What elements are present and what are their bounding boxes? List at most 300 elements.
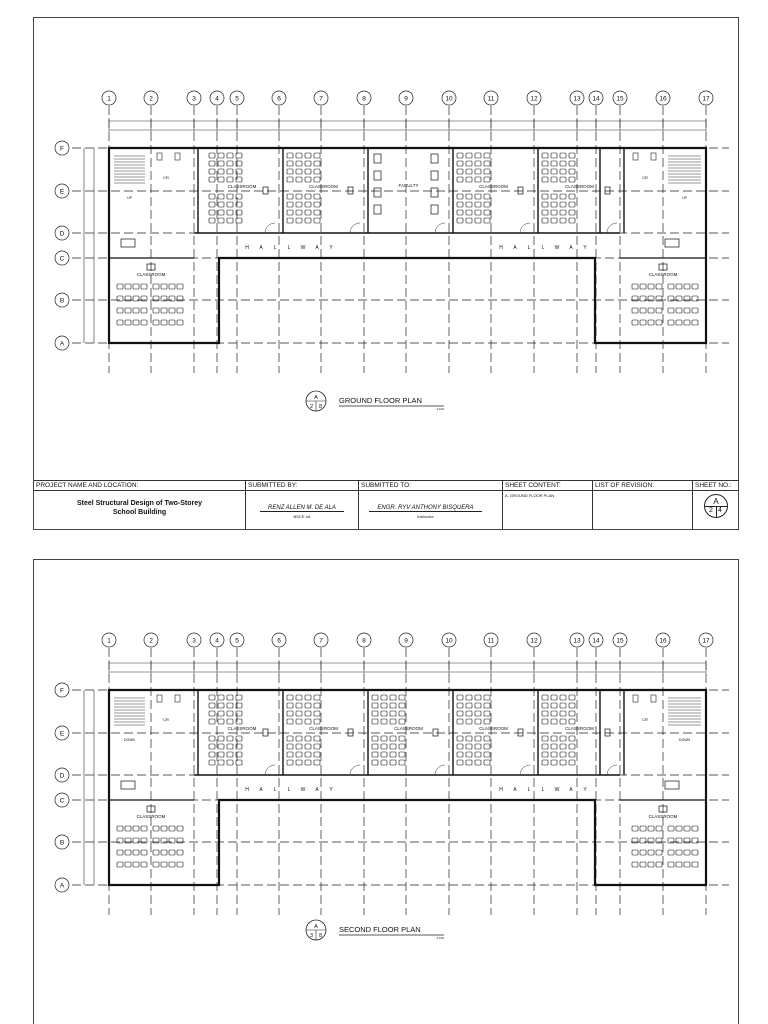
student-desk xyxy=(169,320,175,325)
student-desk xyxy=(457,218,463,223)
student-desk xyxy=(551,695,557,700)
student-desk xyxy=(640,862,646,867)
student-desk xyxy=(227,194,233,199)
student-desk xyxy=(314,218,320,223)
submitted-to-cell xyxy=(359,481,503,529)
student-desk xyxy=(668,284,674,289)
student-desk xyxy=(569,194,575,199)
student-desk xyxy=(287,736,293,741)
student-desk xyxy=(305,153,311,158)
sheet-content-cell xyxy=(503,481,593,529)
student-desk xyxy=(475,202,481,207)
door-swing xyxy=(520,223,530,233)
student-desk xyxy=(684,850,690,855)
student-desk xyxy=(466,202,472,207)
student-desk xyxy=(305,218,311,223)
student-desk xyxy=(305,711,311,716)
student-desk xyxy=(287,695,293,700)
student-desk xyxy=(684,308,690,313)
student-desk xyxy=(692,862,698,867)
student-desk xyxy=(218,169,224,174)
student-desk xyxy=(560,695,566,700)
reference-bubble-left: 2 xyxy=(309,404,314,410)
drawing-sheet-ground-floor xyxy=(33,17,739,530)
student-desk xyxy=(218,695,224,700)
student-desk xyxy=(484,177,490,182)
student-desk xyxy=(569,161,575,166)
student-desk xyxy=(305,161,311,166)
student-desk xyxy=(390,744,396,749)
classroom-label: CLASSROOM xyxy=(648,272,678,277)
student-desk xyxy=(475,703,481,708)
student-desk xyxy=(218,202,224,207)
student-desk xyxy=(287,153,293,158)
student-desk xyxy=(372,695,378,700)
plan-scale: 1:100 xyxy=(436,407,444,411)
student-desk xyxy=(305,202,311,207)
student-desk xyxy=(569,202,575,207)
classroom-label: CLASSROOM xyxy=(227,184,257,189)
student-desk xyxy=(372,744,378,749)
student-desk xyxy=(287,752,293,757)
student-desk xyxy=(457,695,463,700)
student-desk xyxy=(296,760,302,765)
student-desk xyxy=(466,194,472,199)
student-desk xyxy=(466,703,472,708)
student-desk xyxy=(551,202,557,207)
hallway-letter: Y xyxy=(329,787,333,793)
student-desk xyxy=(484,719,490,724)
grid-number-12: 12 xyxy=(530,95,538,103)
student-desk xyxy=(161,850,167,855)
student-desk xyxy=(692,308,698,313)
student-desk xyxy=(648,862,654,867)
student-desk xyxy=(542,153,548,158)
student-desk xyxy=(399,744,405,749)
student-desk xyxy=(457,169,463,174)
hallway-letter: H xyxy=(245,245,249,251)
student-desk xyxy=(209,760,215,765)
student-desk xyxy=(227,695,233,700)
student-desk xyxy=(141,826,147,831)
reference-bubble-right: 8 xyxy=(318,933,323,939)
student-desk xyxy=(117,850,123,855)
toilet-fixture xyxy=(175,153,180,160)
student-desk xyxy=(314,210,320,215)
student-desk xyxy=(314,169,320,174)
student-desk xyxy=(475,736,481,741)
student-desk xyxy=(484,760,490,765)
student-desk xyxy=(381,703,387,708)
student-desk xyxy=(692,850,698,855)
faculty-label: FACULTY xyxy=(398,183,419,188)
student-desk xyxy=(296,169,302,174)
hallway-table xyxy=(665,781,679,789)
student-desk xyxy=(141,850,147,855)
student-desk xyxy=(305,760,311,765)
submitted-by-header: SUBMITTED BY: xyxy=(246,481,358,491)
student-desk xyxy=(372,711,378,716)
student-desk xyxy=(542,736,548,741)
student-desk xyxy=(133,284,139,289)
student-desk xyxy=(153,320,159,325)
hallway-table xyxy=(121,781,135,789)
student-desk xyxy=(314,760,320,765)
grid-number-6: 6 xyxy=(277,95,281,103)
student-desk xyxy=(117,862,123,867)
student-desk xyxy=(457,711,463,716)
student-desk xyxy=(218,218,224,223)
student-desk xyxy=(296,695,302,700)
grid-number-4: 4 xyxy=(215,637,219,645)
door-swing xyxy=(435,223,445,233)
grid-number-1: 1 xyxy=(107,95,111,103)
hallway-letter: L xyxy=(527,787,531,793)
student-desk xyxy=(177,320,183,325)
grid-number-16: 16 xyxy=(659,95,667,103)
student-desk xyxy=(542,169,548,174)
student-desk xyxy=(569,744,575,749)
student-desk xyxy=(314,719,320,724)
student-desk xyxy=(457,202,463,207)
student-desk xyxy=(305,744,311,749)
grid-letter-D: D xyxy=(59,230,65,238)
faculty-table xyxy=(431,188,438,197)
classroom-label: CLASSROOM xyxy=(479,184,508,189)
hallway-letter: Y xyxy=(583,245,587,251)
student-desk xyxy=(218,194,224,199)
student-desk xyxy=(484,153,490,158)
student-desk xyxy=(684,862,690,867)
student-desk xyxy=(209,703,215,708)
student-desk xyxy=(569,153,575,158)
cr-label-right: CR xyxy=(642,175,648,180)
student-desk xyxy=(684,284,690,289)
grid-letter-A: A xyxy=(59,340,65,348)
sheet-number-header: SHEET NO.: xyxy=(693,481,738,491)
student-desk xyxy=(287,711,293,716)
drawing-sheet-second-floor xyxy=(33,559,739,1024)
student-desk xyxy=(287,202,293,207)
student-desk xyxy=(676,850,682,855)
student-desk xyxy=(656,320,662,325)
student-desk xyxy=(560,210,566,215)
student-desk xyxy=(133,308,139,313)
student-desk xyxy=(381,736,387,741)
student-desk xyxy=(381,744,387,749)
student-desk xyxy=(457,153,463,158)
student-desk xyxy=(676,284,682,289)
student-desk xyxy=(372,760,378,765)
hallway-letter: Y xyxy=(583,787,587,793)
grid-number-13: 13 xyxy=(573,637,581,645)
student-desk xyxy=(141,284,147,289)
student-desk xyxy=(153,308,159,313)
student-desk xyxy=(475,752,481,757)
sheet-content-header: SHEET CONTENT: xyxy=(503,481,592,491)
student-desk xyxy=(305,736,311,741)
hallway-letter: H xyxy=(499,787,503,793)
student-desk xyxy=(399,711,405,716)
student-desk xyxy=(560,194,566,199)
student-desk xyxy=(169,850,175,855)
student-desk xyxy=(560,703,566,708)
student-desk xyxy=(457,194,463,199)
student-desk xyxy=(656,862,662,867)
student-desk xyxy=(296,194,302,199)
student-desk xyxy=(390,711,396,716)
hallway-table xyxy=(121,239,135,247)
submitted-to-name: ENGR. RYV ANTHONY BISQUERA xyxy=(369,505,482,512)
grid-number-5: 5 xyxy=(235,637,239,645)
hallway-letter: H xyxy=(499,245,503,251)
student-desk xyxy=(314,695,320,700)
student-desk xyxy=(466,711,472,716)
student-desk xyxy=(209,711,215,716)
grid-letter-E: E xyxy=(59,730,65,738)
student-desk xyxy=(209,218,215,223)
student-desk xyxy=(399,703,405,708)
toilet-fixture xyxy=(175,695,180,702)
student-desk xyxy=(125,826,131,831)
grid-number-3: 3 xyxy=(192,95,196,103)
student-desk xyxy=(560,744,566,749)
grid-number-15: 15 xyxy=(616,95,624,103)
student-desk xyxy=(569,210,575,215)
sheet-content-text: A. GROUND FLOOR PLAN xyxy=(505,493,555,498)
student-desk xyxy=(560,169,566,174)
student-desk xyxy=(542,744,548,749)
student-desk xyxy=(218,210,224,215)
grid-number-1: 1 xyxy=(107,637,111,645)
student-desk xyxy=(177,826,183,831)
classroom-label: CLASSROOM xyxy=(565,726,594,731)
student-desk xyxy=(676,308,682,313)
student-desk xyxy=(305,695,311,700)
student-desk xyxy=(209,719,215,724)
student-desk xyxy=(287,169,293,174)
stair-direction-label: UP xyxy=(682,196,687,200)
student-desk xyxy=(569,719,575,724)
student-desk xyxy=(390,695,396,700)
student-desk xyxy=(169,284,175,289)
student-desk xyxy=(542,210,548,215)
student-desk xyxy=(314,711,320,716)
hallway-letter: A xyxy=(315,245,319,251)
student-desk xyxy=(153,850,159,855)
student-desk xyxy=(117,284,123,289)
student-desk xyxy=(475,210,481,215)
student-desk xyxy=(305,210,311,215)
student-desk xyxy=(466,218,472,223)
student-desk xyxy=(560,760,566,765)
classroom-label: CLASSROOM xyxy=(479,726,508,731)
student-desk xyxy=(551,760,557,765)
student-desk xyxy=(141,308,147,313)
student-desk xyxy=(314,703,320,708)
student-desk xyxy=(305,169,311,174)
student-desk xyxy=(484,202,490,207)
toilet-fixture xyxy=(651,153,656,160)
student-desk xyxy=(457,703,463,708)
student-desk xyxy=(542,161,548,166)
student-desk xyxy=(169,826,175,831)
student-desk xyxy=(692,284,698,289)
plan-group xyxy=(55,633,729,940)
classroom-label: CLASSROOM xyxy=(394,726,423,731)
student-desk xyxy=(133,826,139,831)
teacher-table xyxy=(605,729,610,736)
student-desk xyxy=(632,850,638,855)
student-desk xyxy=(648,308,654,313)
hallway-letter: A xyxy=(315,787,319,793)
student-desk xyxy=(218,744,224,749)
student-desk xyxy=(466,153,472,158)
student-desk xyxy=(542,218,548,223)
faculty-table xyxy=(374,188,381,197)
student-desk xyxy=(668,862,674,867)
submitted-by-name: RENZ ALLEN M. DE ALA xyxy=(260,505,344,512)
student-desk xyxy=(227,153,233,158)
toilet-fixture xyxy=(651,695,656,702)
stair-direction-label: DOWN xyxy=(678,738,691,742)
student-desk xyxy=(125,284,131,289)
student-desk xyxy=(287,719,293,724)
faculty-table xyxy=(374,154,381,163)
student-desk xyxy=(227,161,233,166)
student-desk xyxy=(227,760,233,765)
student-desk xyxy=(141,320,147,325)
reference-bubble-left: 3 xyxy=(309,933,314,939)
student-desk xyxy=(218,153,224,158)
student-desk xyxy=(542,695,548,700)
student-desk xyxy=(569,177,575,182)
student-desk xyxy=(141,862,147,867)
grid-number-17: 17 xyxy=(702,637,710,645)
student-desk xyxy=(227,218,233,223)
student-desk xyxy=(475,711,481,716)
student-desk xyxy=(551,703,557,708)
student-desk xyxy=(305,719,311,724)
student-desk xyxy=(560,719,566,724)
teacher-table xyxy=(348,729,353,736)
faculty-table xyxy=(374,205,381,214)
student-desk xyxy=(125,308,131,313)
student-desk xyxy=(542,177,548,182)
student-desk xyxy=(133,862,139,867)
door-swing xyxy=(520,765,530,775)
student-desk xyxy=(218,752,224,757)
student-desk xyxy=(177,850,183,855)
grid-number-12: 12 xyxy=(530,637,538,645)
student-desk xyxy=(632,284,638,289)
grid-letter-F: F xyxy=(60,687,64,695)
student-desk xyxy=(668,320,674,325)
grid-number-9: 9 xyxy=(404,95,408,103)
student-desk xyxy=(551,711,557,716)
student-desk xyxy=(648,850,654,855)
student-desk xyxy=(569,169,575,174)
grid-number-4: 4 xyxy=(215,95,219,103)
student-desk xyxy=(177,862,183,867)
student-desk xyxy=(218,760,224,765)
student-desk xyxy=(227,177,233,182)
student-desk xyxy=(551,752,557,757)
student-desk xyxy=(560,161,566,166)
student-desk xyxy=(648,320,654,325)
student-desk xyxy=(218,711,224,716)
student-desk xyxy=(640,850,646,855)
student-desk xyxy=(542,202,548,207)
student-desk xyxy=(668,308,674,313)
classroom-label: CLASSROOM xyxy=(648,814,678,819)
student-desk xyxy=(296,218,302,223)
classroom-label: CLASSROOM xyxy=(136,272,166,277)
ground-floor-plan-drawing xyxy=(34,18,738,481)
faculty-table xyxy=(374,171,381,180)
student-desk xyxy=(484,218,490,223)
grid-number-16: 16 xyxy=(659,637,667,645)
grid-number-13: 13 xyxy=(573,95,581,103)
classroom-label: CLASSROOM xyxy=(309,184,338,189)
student-desk xyxy=(381,695,387,700)
stair-direction-label: UP xyxy=(127,196,132,200)
student-desk xyxy=(648,284,654,289)
student-desk xyxy=(296,703,302,708)
student-desk xyxy=(466,744,472,749)
cr-label-left: CR xyxy=(163,175,169,180)
grid-number-7: 7 xyxy=(319,95,323,103)
door-swing xyxy=(265,765,275,775)
door-swing xyxy=(435,765,445,775)
student-desk xyxy=(542,703,548,708)
student-desk xyxy=(399,760,405,765)
student-desk xyxy=(466,719,472,724)
student-desk xyxy=(668,826,674,831)
student-desk xyxy=(484,736,490,741)
student-desk xyxy=(314,177,320,182)
student-desk xyxy=(296,744,302,749)
grid-number-8: 8 xyxy=(362,95,366,103)
grid-number-10: 10 xyxy=(445,95,453,103)
student-desk xyxy=(560,177,566,182)
reference-bubble-right: 8 xyxy=(318,404,323,410)
student-desk xyxy=(161,284,167,289)
student-desk xyxy=(632,826,638,831)
student-desk xyxy=(218,719,224,724)
student-desk xyxy=(209,169,215,174)
student-desk xyxy=(457,736,463,741)
sheet-number-bubble xyxy=(704,494,728,518)
grid-number-17: 17 xyxy=(702,95,710,103)
student-desk xyxy=(227,744,233,749)
student-desk xyxy=(372,736,378,741)
classroom-label: CLASSROOM xyxy=(227,726,257,731)
student-desk xyxy=(466,169,472,174)
student-desk xyxy=(475,153,481,158)
student-desk xyxy=(133,320,139,325)
student-desk xyxy=(542,711,548,716)
student-desk xyxy=(551,169,557,174)
student-desk xyxy=(632,320,638,325)
student-desk xyxy=(218,177,224,182)
hallway-letter: L xyxy=(541,787,545,793)
hallway-letter: L xyxy=(287,787,291,793)
submitted-to-header: SUBMITTED TO: xyxy=(359,481,502,491)
student-desk xyxy=(484,711,490,716)
grid-letter-F: F xyxy=(60,145,64,153)
student-desk xyxy=(399,695,405,700)
